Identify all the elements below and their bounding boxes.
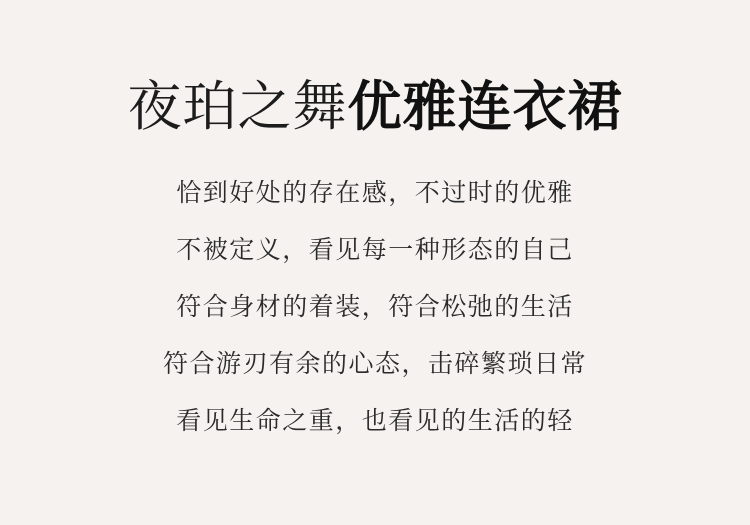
body-line: 符合游刃有余的心态，击碎繁琐日常 bbox=[162, 350, 587, 379]
body-text-block bbox=[0, 181, 750, 434]
title-prefix: 夜珀之舞 bbox=[127, 77, 348, 137]
title-emphasis: 优雅连衣裙 bbox=[347, 77, 623, 137]
body-line: 符合身材的着装，符合松弛的生活 bbox=[176, 293, 574, 322]
page-title bbox=[128, 78, 623, 137]
body-line: 不被定义，看见每一种形态的自己 bbox=[176, 236, 574, 265]
body-line: 恰到好处的存在感，不过时的优雅 bbox=[176, 179, 574, 208]
body-line: 看见生命之重，也看见的生活的轻 bbox=[176, 407, 574, 436]
